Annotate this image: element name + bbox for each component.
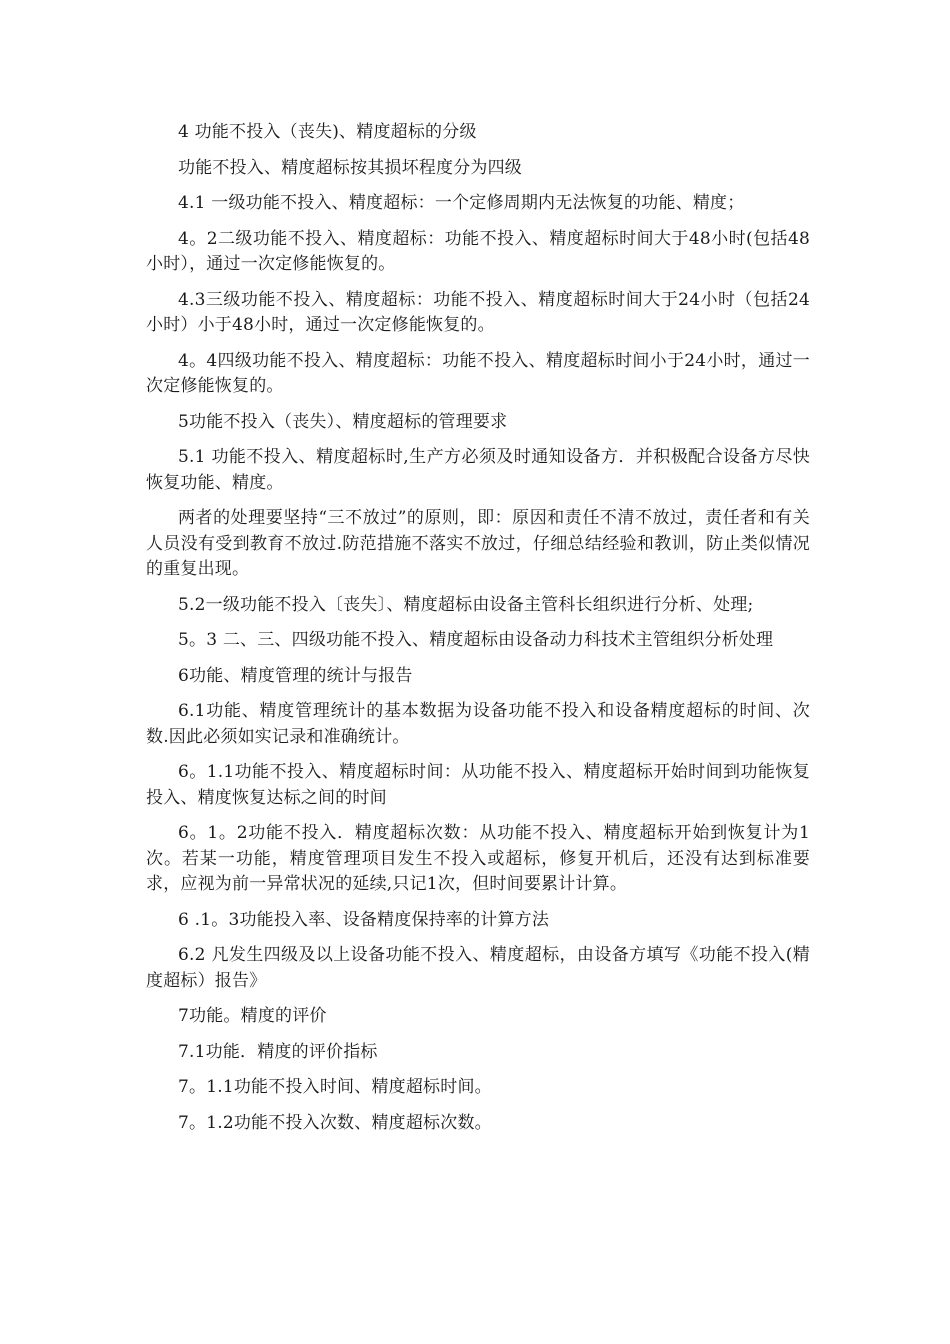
paragraph-6-1-2: 6。1。2功能不投入．精度超标次数：从功能不投入、精度超标开始到恢复计为1次。若某一功能，精度管理项目发生不投入或超标，修复开机后，还没有达到标准要求，应视为前一异常状况的延续,只记1次，但时间要累计计算。 — [146, 823, 810, 894]
paragraph-4-3: 4.3三级功能不投入、精度超标：功能不投入、精度超标时间大于24小时（包括24小时）小于48小时，通过一次定修能恢复的。 — [146, 289, 810, 335]
section-7-heading: 7功能。精度的评价 — [178, 1006, 327, 1026]
paragraph-6-2: 6.2 凡发生四级及以上设备功能不投入、精度超标，由设备方填写《功能不投入(精度超标）报告》 — [146, 945, 810, 991]
paragraph-4-4: 4。4四级功能不投入、精度超标：功能不投入、精度超标时间小于24小时，通过一次定修能恢复的。 — [146, 350, 810, 396]
section-5-heading: 5功能不投入（丧失）、精度超标的管理要求 — [178, 411, 508, 432]
paragraph-6-1-1: 6。1.1功能不投入、精度超标时间：从功能不投入、精度超标开始时间到功能恢复投入、精度恢复达标之间的时间 — [146, 762, 810, 808]
paragraph-7-1: 7.1功能．精度的评价指标 — [178, 1041, 378, 1062]
document-page — [146, 120, 810, 1146]
paragraph-7-1-2: 7。1.2功能不投入次数、精度超标次数。 — [178, 1112, 492, 1133]
paragraph-4-2: 4。2二级功能不投入、精度超标：功能不投入、精度超标时间大于48小时(包括48小时），通过一次定修能恢复的。 — [146, 228, 810, 274]
paragraph-7-1-1: 7。1.1功能不投入时间、精度超标时间。 — [178, 1077, 492, 1097]
paragraph-4-1: 4.1 一级功能不投入、精度超标：一个定修周期内无法恢复的功能、精度； — [178, 193, 745, 213]
paragraph-5-3: 5。3 二、三、四级功能不投入、精度超标由设备动力科技术主管组织分析处理 — [178, 630, 774, 650]
section-4-heading: 4 功能不投入（丧失)、精度超标的分级 — [178, 122, 477, 142]
paragraph-5-1: 5.1 功能不投入、精度超标时,生产方必须及时通知设备方．并积极配合设备方尽快恢复功能、精度。 — [146, 447, 810, 493]
paragraph-6-1-3: 6 .1。3功能投入率、设备精度保持率的计算方法 — [178, 909, 550, 930]
paragraph-5-2: 5.2一级功能不投入〔丧失〕、精度超标由设备主管科长组织进行分析、处理; — [178, 594, 754, 615]
section-6-heading: 6功能、精度管理的统计与报告 — [178, 665, 413, 686]
paragraph-three-not-release: 两者的处理要坚持“三不放过”的原则，即：原因和责任不清不放过，责任者和有关人员没有受到教育不放过.防范措施不落实不放过，仔细总结经验和教训，防止类似情况的重复出现。 — [146, 508, 810, 579]
paragraph-grading-intro: 功能不投入、精度超标按其损坏程度分为四级 — [178, 157, 522, 178]
paragraph-6-1: 6.1功能、精度管理统计的基本数据为设备功能不投入和设备精度超标的时间、次数.因此必须如实记录和准确统计。 — [146, 701, 810, 747]
